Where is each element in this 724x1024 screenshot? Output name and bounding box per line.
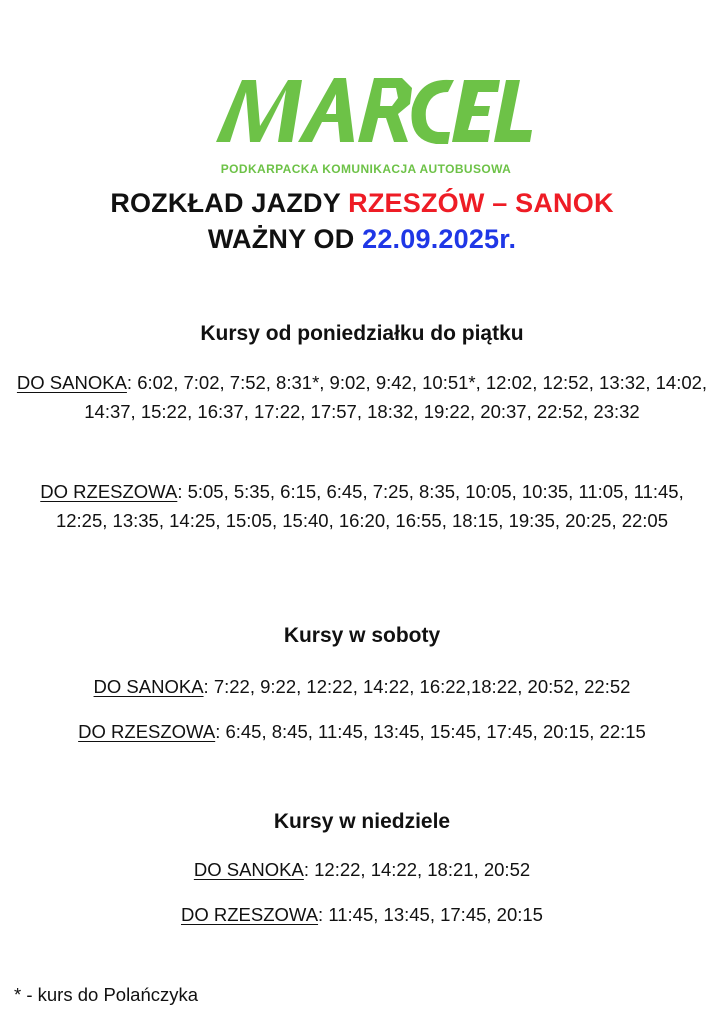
weekdays-title: Kursy od poniedziałku do piątku	[200, 322, 524, 345]
marcel-logo-graphic	[198, 60, 534, 160]
validity-prefix: WAŻNY OD	[207, 224, 363, 254]
route-name: RZESZÓW – SANOK	[348, 188, 614, 218]
sunday-to-sanok	[12, 855, 712, 884]
sunday-title: Kursy w niedziele	[273, 810, 451, 833]
departure-times: : 7:22, 9:22, 12:22, 14:22, 16:22,18:22, 20:52, 22:52	[203, 676, 631, 697]
logo-tagline: PODKARPACKA KOMUNIKACJA AUTOBUSOWA	[220, 162, 512, 176]
departure-times: : 6:02, 7:02, 7:52, 8:31*, 9:02, 9:42, 10:51*, 12:02, 12:52, 13:32, 14:02, 14:37, 15:22, 16:37, 17:22, 17:57, 18:32, 19:22, 20:37, 22:52, 23:32	[84, 372, 708, 422]
departure-times: : 5:05, 5:35, 6:15, 6:45, 7:25, 8:35, 10:05, 10:35, 11:05, 11:45, 12:25, 13:35, 14:25, 15:05, 15:40, 16:20, 16:55, 18:15, 19:35, 20:25, 22:05	[55, 481, 684, 531]
departure-times: : 11:45, 13:45, 17:45, 20:15	[318, 904, 543, 925]
departure-times: : 6:45, 8:45, 11:45, 13:45, 15:45, 17:45, 20:15, 22:15	[215, 721, 646, 742]
direction-label-sanok: DO SANOKA	[16, 372, 127, 393]
validity-date: 22.09.2025r.	[362, 224, 517, 254]
direction-label-rzeszow: DO RZESZOWA	[40, 481, 178, 502]
weekdays-to-sanok	[12, 368, 712, 426]
direction-label-sanok: DO SANOKA	[93, 676, 204, 697]
saturday-to-sanok	[12, 672, 712, 701]
timetable-heading	[0, 186, 724, 220]
sunday-to-rzeszow	[12, 900, 712, 929]
saturday-to-rzeszow	[12, 717, 712, 746]
saturday-title: Kursy w soboty	[283, 624, 441, 647]
footnote: * - kurs do Polańczyka	[14, 984, 199, 1005]
brand-logo	[198, 60, 534, 180]
direction-label-sanok: DO SANOKA	[193, 859, 304, 880]
direction-label-rzeszow: DO RZESZOWA	[181, 904, 319, 925]
direction-label-rzeszow: DO RZESZOWA	[78, 721, 216, 742]
weekdays-to-rzeszow	[12, 477, 712, 535]
departure-times: : 12:22, 14:22, 18:21, 20:52	[303, 859, 531, 880]
heading-prefix: ROZKŁAD JAZDY	[110, 188, 349, 218]
validity-heading	[0, 222, 724, 256]
